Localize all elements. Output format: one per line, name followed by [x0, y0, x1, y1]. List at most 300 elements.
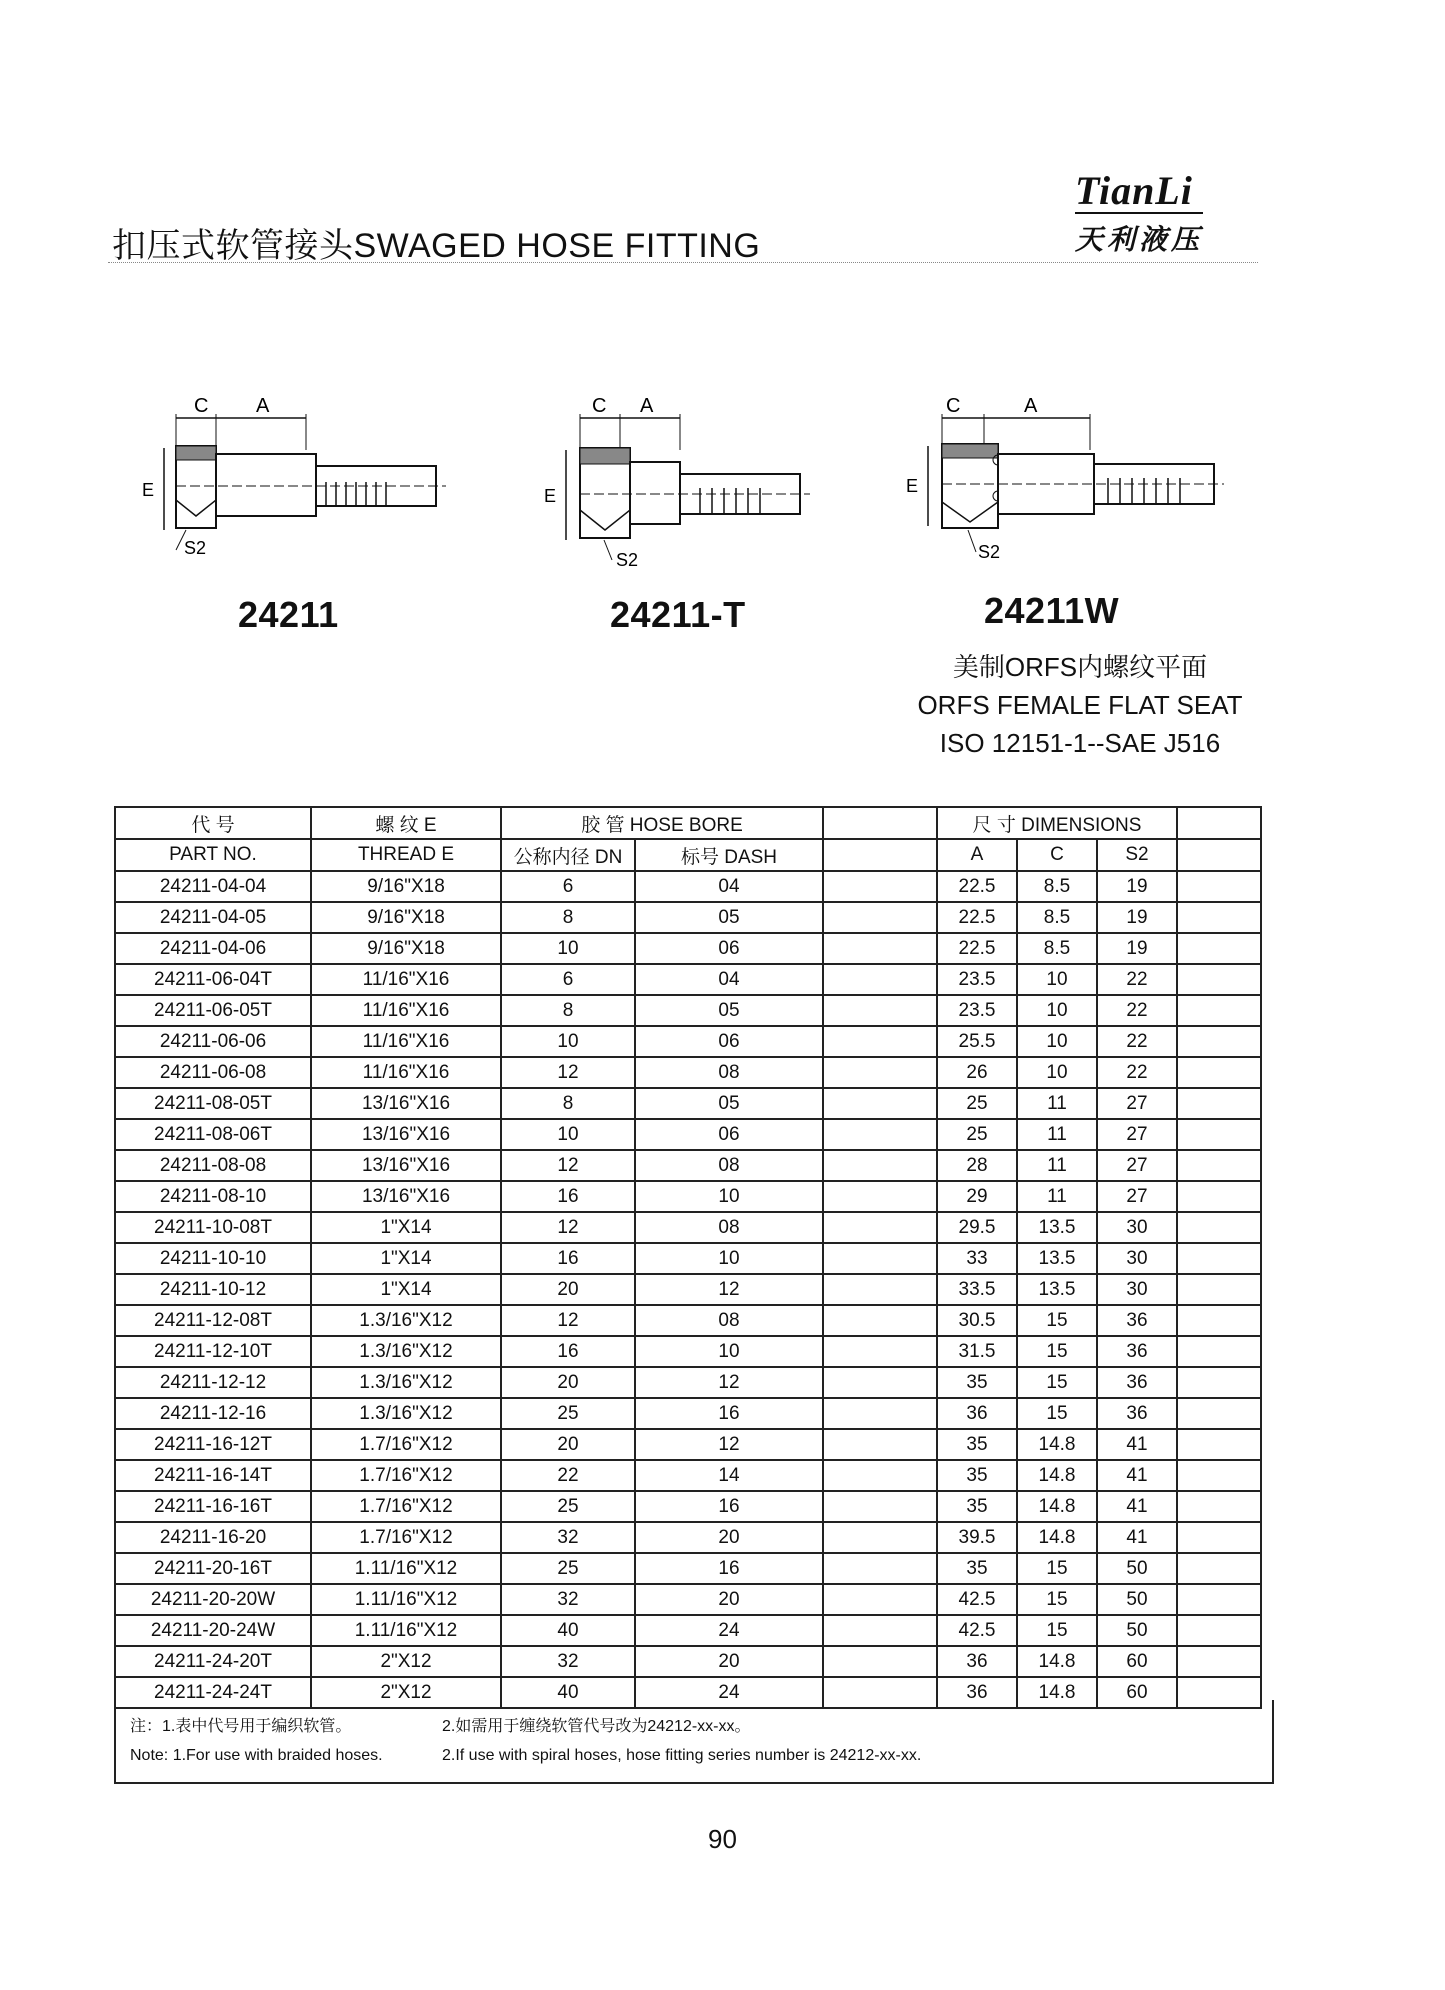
cell-empty: [823, 1460, 937, 1491]
table-row: [115, 995, 1261, 1026]
cell-empty: [1177, 1212, 1261, 1243]
model-label-24211w: 24211W: [984, 590, 1120, 631]
cell-dim-a: 23.5: [937, 995, 1017, 1026]
cell-dim-s2: 27: [1097, 1181, 1177, 1212]
cell-part-no: 24211-10-12: [115, 1274, 311, 1305]
table-row: [115, 1336, 1261, 1367]
cell-dim-c: 11: [1017, 1119, 1097, 1150]
cell-dash: 08: [635, 1057, 823, 1088]
cell-dim-a: 30.5: [937, 1305, 1017, 1336]
cell-empty: [1177, 1305, 1261, 1336]
cell-dim-s2: 60: [1097, 1677, 1177, 1708]
cell-part-no: 24211-24-20T: [115, 1646, 311, 1677]
note-cn-1: 注：1.表中代号用于编织软管。: [130, 1717, 352, 1735]
table-row: [115, 933, 1261, 964]
page-title: 扣压式软管接头SWAGED HOSE FITTING: [112, 227, 761, 265]
cell-part-no: 24211-20-16T: [115, 1553, 311, 1584]
cell-dn: 32: [501, 1646, 635, 1677]
cell-empty: [823, 1584, 937, 1615]
cell-thread: 13/16"X16: [311, 1119, 501, 1150]
cell-dim-s2: 50: [1097, 1615, 1177, 1646]
cell-empty: [1177, 933, 1261, 964]
cell-dim-a: 35: [937, 1460, 1017, 1491]
cell-empty: [1177, 1491, 1261, 1522]
table-row: [115, 1274, 1261, 1305]
cell-empty: [823, 1367, 937, 1398]
cell-empty: [823, 1305, 937, 1336]
cell-dn: 6: [501, 871, 635, 902]
table-row: [115, 1429, 1261, 1460]
cell-part-no: 24211-04-06: [115, 933, 311, 964]
cell-thread: 11/16"X16: [311, 964, 501, 995]
cell-dn: 40: [501, 1677, 635, 1708]
cell-empty: [1177, 1460, 1261, 1491]
cell-dim-c: 14.8: [1017, 1677, 1097, 1708]
header-part-en: PART NO.: [115, 839, 311, 871]
cell-empty: [1177, 1243, 1261, 1274]
cell-dim-s2: 30: [1097, 1274, 1177, 1305]
cell-thread: 2"X12: [311, 1677, 501, 1708]
cell-dn: 8: [501, 995, 635, 1026]
cell-dn: 10: [501, 1026, 635, 1057]
cell-part-no: 24211-16-12T: [115, 1429, 311, 1460]
cell-dash: 24: [635, 1615, 823, 1646]
cell-dim-a: 42.5: [937, 1584, 1017, 1615]
cell-empty: [1177, 1057, 1261, 1088]
cell-thread: 1.7/16"X12: [311, 1522, 501, 1553]
cell-empty: [1177, 1150, 1261, 1181]
header-rule: [108, 262, 1258, 263]
cell-dim-s2: 50: [1097, 1584, 1177, 1615]
cell-dash: 04: [635, 964, 823, 995]
cell-dim-s2: 41: [1097, 1429, 1177, 1460]
cell-part-no: 24211-10-08T: [115, 1212, 311, 1243]
cell-dim-s2: 41: [1097, 1522, 1177, 1553]
table-row: [115, 964, 1261, 995]
cell-dn: 6: [501, 964, 635, 995]
cell-thread: 9/16"X18: [311, 933, 501, 964]
cell-dash: 20: [635, 1522, 823, 1553]
cell-empty: [823, 902, 937, 933]
table-row: [115, 1491, 1261, 1522]
cell-empty: [1177, 1026, 1261, 1057]
table-notes: [114, 1700, 1274, 1784]
cell-dim-c: 10: [1017, 964, 1097, 995]
cell-dn: 32: [501, 1584, 635, 1615]
cell-dim-s2: 30: [1097, 1212, 1177, 1243]
cell-empty: [823, 1553, 937, 1584]
cell-part-no: 24211-08-06T: [115, 1119, 311, 1150]
dim-label-e: E: [142, 480, 155, 500]
table-row: [115, 1584, 1261, 1615]
cell-dash: 12: [635, 1429, 823, 1460]
cell-dim-c: 8.5: [1017, 933, 1097, 964]
table-row: [115, 1119, 1261, 1150]
cell-dim-a: 29: [937, 1181, 1017, 1212]
cell-dash: 06: [635, 1119, 823, 1150]
cell-dim-a: 33.5: [937, 1274, 1017, 1305]
spec-table: [114, 806, 1262, 1709]
table-row: [115, 1398, 1261, 1429]
cell-dim-a: 31.5: [937, 1336, 1017, 1367]
cell-thread: 1.7/16"X12: [311, 1491, 501, 1522]
cell-dim-c: 10: [1017, 1057, 1097, 1088]
table-row: [115, 1646, 1261, 1677]
cell-dim-c: 15: [1017, 1584, 1097, 1615]
cell-part-no: 24211-06-04T: [115, 964, 311, 995]
cell-dash: 05: [635, 995, 823, 1026]
cell-dim-a: 39.5: [937, 1522, 1017, 1553]
dim-label-e: E: [544, 486, 557, 506]
dim-label-c: C: [194, 395, 209, 417]
cell-dim-s2: 19: [1097, 933, 1177, 964]
cell-dn: 16: [501, 1181, 635, 1212]
cell-empty: [823, 964, 937, 995]
cell-dim-a: 29.5: [937, 1212, 1017, 1243]
table-row: [115, 1460, 1261, 1491]
cell-thread: 13/16"X16: [311, 1181, 501, 1212]
cell-empty: [823, 1088, 937, 1119]
cell-dim-a: 26: [937, 1057, 1017, 1088]
dim-label-c: C: [592, 395, 607, 417]
cell-dash: 24: [635, 1677, 823, 1708]
cell-part-no: 24211-10-10: [115, 1243, 311, 1274]
dim-label-e: E: [906, 476, 919, 496]
cell-dim-a: 36: [937, 1646, 1017, 1677]
model-label-24211: 24211: [238, 594, 339, 635]
cell-thread: 1.3/16"X12: [311, 1305, 501, 1336]
cell-thread: 11/16"X16: [311, 1057, 501, 1088]
table-row: [115, 1026, 1261, 1057]
cell-part-no: 24211-16-20: [115, 1522, 311, 1553]
cell-dash: 08: [635, 1212, 823, 1243]
header-hose-bore: 胶 管 HOSE BORE: [501, 807, 823, 839]
cell-dim-a: 23.5: [937, 964, 1017, 995]
cell-dim-s2: 36: [1097, 1398, 1177, 1429]
page-number: 90: [708, 1824, 737, 1854]
cell-thread: 1.11/16"X12: [311, 1584, 501, 1615]
cell-dim-s2: 41: [1097, 1460, 1177, 1491]
cell-dn: 25: [501, 1491, 635, 1522]
cell-empty: [1177, 1584, 1261, 1615]
header-a: A: [937, 839, 1017, 871]
cell-empty: [823, 1243, 937, 1274]
cell-dim-a: 35: [937, 1429, 1017, 1460]
cell-dim-c: 14.8: [1017, 1429, 1097, 1460]
cell-empty: [1177, 1398, 1261, 1429]
cell-part-no: 24211-04-05: [115, 902, 311, 933]
note-cn-2: 2.如需用于缠绕软管代号改为24212-xx-xx。: [442, 1717, 751, 1735]
header-thread-cn: 螺 纹 E: [311, 807, 501, 839]
cell-dn: 12: [501, 1212, 635, 1243]
cell-dim-c: 14.8: [1017, 1646, 1097, 1677]
cell-dn: 10: [501, 933, 635, 964]
cell-empty: [1177, 995, 1261, 1026]
cell-dim-a: 33: [937, 1243, 1017, 1274]
cell-part-no: 24211-12-08T: [115, 1305, 311, 1336]
cell-dim-s2: 41: [1097, 1491, 1177, 1522]
cell-thread: 9/16"X18: [311, 902, 501, 933]
dim-label-a: A: [256, 395, 270, 417]
cell-empty: [1177, 871, 1261, 902]
dim-label-s2: S2: [184, 538, 207, 558]
cell-dim-c: 11: [1017, 1088, 1097, 1119]
cell-dim-c: 15: [1017, 1336, 1097, 1367]
cell-dash: 04: [635, 871, 823, 902]
cell-dn: 20: [501, 1429, 635, 1460]
cell-empty: [823, 995, 937, 1026]
cell-dim-a: 35: [937, 1553, 1017, 1584]
table-row: [115, 1181, 1261, 1212]
standard-spec: ISO 12151-1--SAE J516: [939, 728, 1221, 758]
table-row: [115, 1553, 1261, 1584]
cell-part-no: 24211-20-24W: [115, 1615, 311, 1646]
cell-dash: 10: [635, 1181, 823, 1212]
brand-logo: [1075, 170, 1203, 258]
cell-dn: 8: [501, 902, 635, 933]
table-row: [115, 1150, 1261, 1181]
cell-empty: [823, 1026, 937, 1057]
cell-part-no: 24211-08-10: [115, 1181, 311, 1212]
model-label-24211-t: 24211-T: [610, 594, 746, 635]
cell-dn: 32: [501, 1522, 635, 1553]
cell-empty: [1177, 1522, 1261, 1553]
cell-dim-c: 14.8: [1017, 1491, 1097, 1522]
header-thread-en: THREAD E: [311, 839, 501, 871]
cell-part-no: 24211-06-08: [115, 1057, 311, 1088]
cell-dash: 10: [635, 1243, 823, 1274]
cell-dash: 16: [635, 1553, 823, 1584]
fitting-diagram-24211w: [894, 390, 1244, 590]
cell-dash: 06: [635, 933, 823, 964]
cell-dim-a: 25.5: [937, 1026, 1017, 1057]
dim-label-c: C: [946, 395, 961, 417]
cell-thread: 1"X14: [311, 1243, 501, 1274]
cell-dim-s2: 60: [1097, 1646, 1177, 1677]
cell-thread: 1"X14: [311, 1212, 501, 1243]
cell-empty: [1177, 1615, 1261, 1646]
dim-label-s2: S2: [978, 542, 1001, 562]
cell-dim-a: 36: [937, 1677, 1017, 1708]
note-en-1: Note: 1.For use with braided hoses.: [130, 1747, 383, 1764]
cell-dim-c: 8.5: [1017, 902, 1097, 933]
cell-empty: [823, 1646, 937, 1677]
cell-dash: 14: [635, 1460, 823, 1491]
cell-thread: 1.3/16"X12: [311, 1336, 501, 1367]
cell-dash: 05: [635, 1088, 823, 1119]
dim-label-a: A: [640, 395, 654, 417]
table-row: [115, 1243, 1261, 1274]
cell-part-no: 24211-04-04: [115, 871, 311, 902]
cell-thread: 1.7/16"X12: [311, 1460, 501, 1491]
fitting-diagram-24211-t: [540, 390, 840, 590]
cell-thread: 1.11/16"X12: [311, 1553, 501, 1584]
cell-empty: [1177, 1429, 1261, 1460]
table-row: [115, 1305, 1261, 1336]
note-en-2: 2.If use with spiral hoses, hose fitting series number is 24212-xx-xx.: [442, 1747, 922, 1764]
cell-dash: 16: [635, 1491, 823, 1522]
cell-dim-c: 14.8: [1017, 1522, 1097, 1553]
cell-empty: [823, 1429, 937, 1460]
cell-empty: [823, 1522, 937, 1553]
cell-empty: [1177, 964, 1261, 995]
standard-cn: 美制ORFS内螺纹平面: [952, 652, 1208, 682]
cell-dim-a: 25: [937, 1088, 1017, 1119]
cell-dn: 12: [501, 1057, 635, 1088]
cell-part-no: 24211-06-06: [115, 1026, 311, 1057]
cell-thread: 1.11/16"X12: [311, 1615, 501, 1646]
cell-thread: 2"X12: [311, 1646, 501, 1677]
cell-empty: [1177, 902, 1261, 933]
cell-empty: [1177, 1553, 1261, 1584]
cell-dim-s2: 27: [1097, 1088, 1177, 1119]
cell-dim-a: 36: [937, 1398, 1017, 1429]
cell-thread: 1.3/16"X12: [311, 1398, 501, 1429]
cell-part-no: 24211-06-05T: [115, 995, 311, 1026]
cell-dn: 10: [501, 1119, 635, 1150]
cell-part-no: 24211-16-14T: [115, 1460, 311, 1491]
fitting-diagram-24211: [136, 390, 476, 590]
cell-dim-s2: 30: [1097, 1243, 1177, 1274]
cell-part-no: 24211-12-16: [115, 1398, 311, 1429]
cell-part-no: 24211-08-08: [115, 1150, 311, 1181]
cell-thread: 11/16"X16: [311, 1026, 501, 1057]
cell-dim-a: 22.5: [937, 871, 1017, 902]
cell-empty: [1177, 1274, 1261, 1305]
cell-dim-s2: 27: [1097, 1150, 1177, 1181]
cell-dn: 16: [501, 1336, 635, 1367]
cell-dash: 10: [635, 1336, 823, 1367]
cell-empty: [823, 1398, 937, 1429]
cell-dim-c: 13.5: [1017, 1243, 1097, 1274]
standard-en: ORFS FEMALE FLAT SEAT: [917, 690, 1243, 720]
cell-dim-c: 8.5: [1017, 871, 1097, 902]
cell-empty: [823, 1119, 937, 1150]
cell-dash: 06: [635, 1026, 823, 1057]
brand-cn: 天利液压: [1075, 223, 1204, 256]
cell-dash: 16: [635, 1398, 823, 1429]
header-dimensions: 尺 寸 DIMENSIONS: [937, 807, 1177, 839]
cell-empty: [1177, 1367, 1261, 1398]
table-row: [115, 902, 1261, 933]
cell-dash: 20: [635, 1646, 823, 1677]
dim-label-s2: S2: [616, 550, 639, 570]
cell-dn: 8: [501, 1088, 635, 1119]
cell-dash: 12: [635, 1274, 823, 1305]
cell-dim-s2: 19: [1097, 902, 1177, 933]
cell-empty: [823, 933, 937, 964]
table-row: [115, 1057, 1261, 1088]
cell-dn: 20: [501, 1274, 635, 1305]
cell-dim-s2: 36: [1097, 1336, 1177, 1367]
cell-dash: 12: [635, 1367, 823, 1398]
cell-part-no: 24211-16-16T: [115, 1491, 311, 1522]
cell-empty: [823, 1181, 937, 1212]
cell-dn: 25: [501, 1553, 635, 1584]
cell-dim-a: 22.5: [937, 902, 1017, 933]
table-row: [115, 1088, 1261, 1119]
cell-dash: 20: [635, 1584, 823, 1615]
cell-thread: 11/16"X16: [311, 995, 501, 1026]
cell-part-no: 24211-12-10T: [115, 1336, 311, 1367]
cell-dim-s2: 22: [1097, 995, 1177, 1026]
standard-description: [880, 648, 1280, 762]
table-row: [115, 1522, 1261, 1553]
table-row: [115, 1615, 1261, 1646]
header-dash: 标号 DASH: [635, 839, 823, 871]
cell-dim-s2: 50: [1097, 1553, 1177, 1584]
cell-empty: [1177, 1646, 1261, 1677]
header-s2: S2: [1097, 839, 1177, 871]
cell-dn: 16: [501, 1243, 635, 1274]
header-part-cn: 代 号: [115, 807, 311, 839]
cell-empty: [823, 1336, 937, 1367]
cell-empty: [1177, 1181, 1261, 1212]
cell-part-no: 24211-12-12: [115, 1367, 311, 1398]
cell-dim-c: 15: [1017, 1398, 1097, 1429]
cell-dash: 05: [635, 902, 823, 933]
cell-dash: 08: [635, 1305, 823, 1336]
cell-dim-c: 11: [1017, 1181, 1097, 1212]
cell-dim-a: 25: [937, 1119, 1017, 1150]
cell-dim-c: 15: [1017, 1615, 1097, 1646]
cell-dim-c: 11: [1017, 1150, 1097, 1181]
header-c: C: [1017, 839, 1097, 871]
cell-dash: 08: [635, 1150, 823, 1181]
cell-dim-c: 10: [1017, 1026, 1097, 1057]
cell-dim-a: 28: [937, 1150, 1017, 1181]
cell-empty: [1177, 1119, 1261, 1150]
cell-thread: 13/16"X16: [311, 1150, 501, 1181]
cell-dim-c: 14.8: [1017, 1460, 1097, 1491]
cell-dim-a: 42.5: [937, 1615, 1017, 1646]
cell-dim-a: 22.5: [937, 933, 1017, 964]
cell-thread: 9/16"X18: [311, 871, 501, 902]
cell-empty: [823, 1274, 937, 1305]
cell-dim-s2: 22: [1097, 1057, 1177, 1088]
cell-dim-s2: 36: [1097, 1367, 1177, 1398]
cell-dim-c: 13.5: [1017, 1212, 1097, 1243]
table-row: [115, 871, 1261, 902]
dim-label-a: A: [1024, 395, 1038, 417]
cell-dn: 20: [501, 1367, 635, 1398]
cell-empty: [823, 1615, 937, 1646]
cell-empty: [823, 1150, 937, 1181]
cell-empty: [823, 1212, 937, 1243]
table-row: [115, 1367, 1261, 1398]
cell-dim-c: 13.5: [1017, 1274, 1097, 1305]
cell-dim-c: 15: [1017, 1305, 1097, 1336]
cell-thread: 1"X14: [311, 1274, 501, 1305]
cell-dim-s2: 22: [1097, 1026, 1177, 1057]
cell-dim-s2: 19: [1097, 871, 1177, 902]
cell-dim-s2: 36: [1097, 1305, 1177, 1336]
cell-dn: 12: [501, 1305, 635, 1336]
cell-part-no: 24211-20-20W: [115, 1584, 311, 1615]
table-row: [115, 1212, 1261, 1243]
cell-dim-c: 15: [1017, 1553, 1097, 1584]
cell-dim-s2: 22: [1097, 964, 1177, 995]
cell-thread: 1.7/16"X12: [311, 1429, 501, 1460]
cell-dn: 40: [501, 1615, 635, 1646]
cell-dim-c: 10: [1017, 995, 1097, 1026]
cell-part-no: 24211-08-05T: [115, 1088, 311, 1119]
cell-empty: [823, 1057, 937, 1088]
cell-dn: 12: [501, 1150, 635, 1181]
cell-empty: [823, 871, 937, 902]
cell-dim-c: 15: [1017, 1367, 1097, 1398]
cell-dn: 22: [501, 1460, 635, 1491]
